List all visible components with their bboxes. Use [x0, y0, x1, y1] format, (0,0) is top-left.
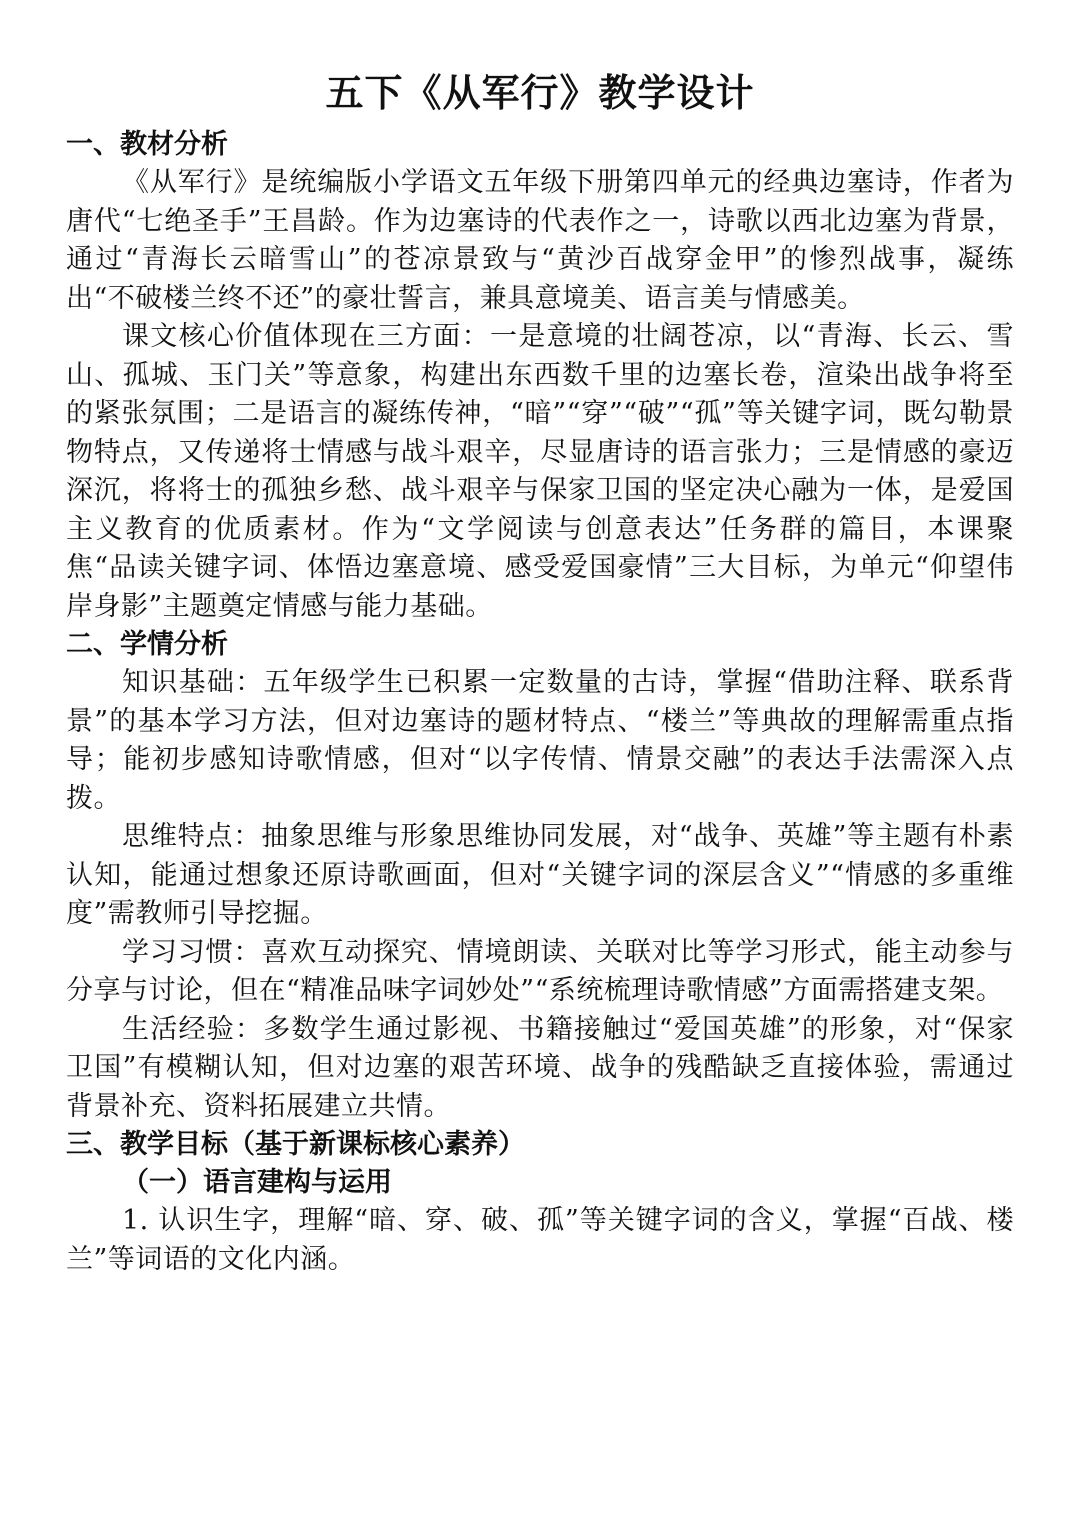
section-heading: 一、教材分析	[66, 129, 228, 160]
paragraph: 学习习惯：喜欢互动探究、情境朗读、关联对比等学习形式，能主动参与分享与讨论，但在“精准品味字词妙处”“系统梳理诗歌情感”方面需搭建支架。	[66, 936, 1014, 1006]
document-title: 五下《从军行》教学设计	[325, 71, 755, 115]
section-teaching-goals	[66, 1126, 1014, 1279]
paragraph: 知识基础：五年级学生已积累一定数量的古诗，掌握“借助注释、联系背景”的基本学习方法，但对边塞诗的题材特点、“楼兰”等典故的理解需重点指导；能初步感知诗歌情感，但对“以字传情、情景交融”的表达手法需深入点拨。	[66, 667, 1014, 814]
paragraph: 思维特点：抽象思维与形象思维协同发展，对“战争、英雄”等主题有朴素认知，能通过想象还原诗歌画面，但对“关键字词的深层含义”“情感的多重维度”需教师引导挖掘。	[66, 821, 1014, 929]
section-heading: 二、学情分析	[66, 629, 228, 660]
section-student-analysis	[66, 626, 1014, 1126]
sub-heading: （一）语言建构与运用	[122, 1167, 392, 1198]
paragraph: 课文核心价值体现在三方面：一是意境的壮阔苍凉，以“青海、长云、雪山、孤城、玉门关”等意象，构建出东西数千里的边塞长卷，渲染出战争将至的紧张氛围；二是语言的凝练传神，“暗”“穿”“破”“孤”等关键字词，既勾勒景物特点，又传递将士情感与战斗艰辛，尽显唐诗的语言张力；三是情感的豪迈深沉，将将士的孤独乡愁、战斗艰辛与保家卫国的坚定决心融为一体，是爱国主义教育的优质素材。作为“文学阅读与创意表达”任务群的篇目，本课聚焦“品读关键字词、体悟边塞意境、感受爱国豪情”三大目标，为单元“仰望伟岸身影”主题奠定情感与能力基础。	[66, 321, 1014, 622]
paragraph: 1. 认识生字，理解“暗、穿、破、孤”等关键字词的含义，掌握“百战、楼兰”等词语的文化内涵。	[66, 1205, 1014, 1275]
section-textbook-analysis	[66, 126, 1014, 626]
section-heading: 三、教学目标（基于新课标核心素养）	[66, 1129, 525, 1160]
paragraph: 生活经验：多数学生通过影视、书籍接触过“爱国英雄”的形象，对“保家卫国”有模糊认知，但对边塞的艰苦环境、战争的残酷缺乏直接体验，需通过背景补充、资料拓展建立共情。	[66, 1013, 1014, 1122]
paragraph: 《从军行》是统编版小学语文五年级下册第四单元的经典边塞诗，作者为唐代“七绝圣手”王昌龄。作为边塞诗的代表作之一，诗歌以西北边塞为背景，通过“青海长云暗雪山”的苍凉景致与“黄沙百战穿金甲”的惨烈战事，凝练出“不破楼兰终不还”的豪壮誓言，兼具意境美、语言美与情感美。	[66, 167, 1014, 314]
